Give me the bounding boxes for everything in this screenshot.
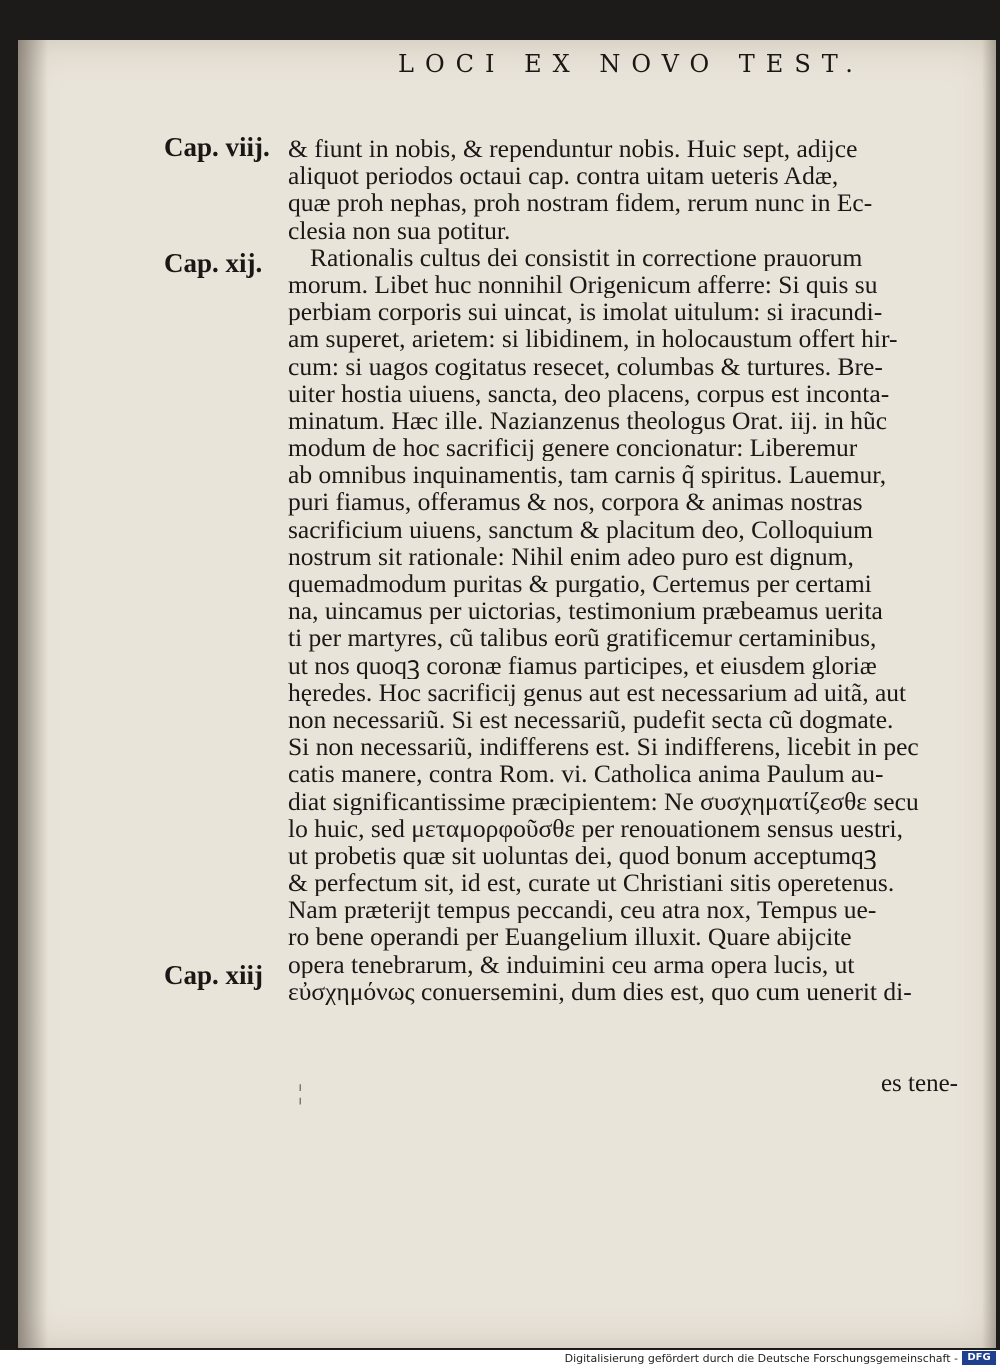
text-line: & perfectum sit, id est, curate ut Christiani sitis operetenus. (288, 869, 895, 897)
text-line: cum: si uagos cogitatus resecet, columbas & turtures. Bre- (288, 352, 883, 380)
margin-note-cap-12: Cap. xij. (164, 248, 263, 278)
text-line: & fiunt in nobis, & rependuntur nobis. Huic sept, adijce (288, 135, 858, 163)
text-line: ro bene operandi per Euangelium illuxit. Quare abijcite (288, 923, 852, 951)
text-line: quemadmodum puritas & purgatio, Certemus per certami (288, 570, 872, 598)
text-line: puri fiamus, offeramus & nos, corpora & animas nostras (288, 488, 863, 516)
text-line: catis manere, contra Rom. vi. Catholica anima Paulum au- (288, 760, 884, 788)
funding-credit: Digitalisierung gefördert durch die Deutsche Forschungsgemeinschaft - (564, 1352, 958, 1365)
body-text (288, 135, 960, 1005)
margin-note-cap-8: Cap. viij. (164, 132, 270, 162)
text-line: quæ proh nephas, proh nostram fidem, rerum nunc in Ec- (288, 189, 873, 217)
text-line: Nam præterijt tempus peccandi, ceu atra nox, Tempus ue- (288, 896, 877, 924)
text-line: aliquot periodos octaui cap. contra uitam ueteris Adæ, (288, 162, 839, 190)
text-line: ut nos quoqꝫ coronæ fiamus participes, et eiusdem gloriæ (288, 651, 877, 679)
text-line: ti per martyres, cũ talibus eorũ gratificemur certaminibus, (288, 624, 877, 652)
margin-tick-mark: ¦ (298, 1080, 303, 1105)
running-title: LOCI EX NOVO TEST. (398, 50, 864, 78)
text-line: non necessariũ. Si est necessariũ, pudefit secta cũ dogmate. (288, 705, 894, 734)
margin-note-cap-13: Cap. xiij (164, 960, 264, 990)
page-edge-shadow (982, 40, 996, 1348)
dfg-logo-icon: DFG (962, 1351, 996, 1365)
text-line: morum. Libet huc nonnihil Origenicum afferre: Si quis su (288, 270, 878, 299)
text-line: modum de hoc sacrificij genere concionatur: Liberemur (288, 434, 858, 462)
text-line: perbiam corporis sui uincat, is imolat uitulum: si iracundi- (288, 298, 883, 326)
text-line: clesia non sua potitur. (288, 216, 511, 244)
text-line: εὐσχημόνως conuersemini, dum dies est, quo cum uenerit di- (288, 977, 912, 1005)
text-line: diat significantissime præcipientem: Ne συσχηματίζεσθε secu (288, 787, 919, 815)
text-line: nostrum sit rationale: Nihil enim adeo puro est dignum, (288, 542, 854, 570)
gutter-shadow (18, 40, 48, 1348)
text-line: Si non necessariũ, indifferens est. Si indifferens, licebit in pec (288, 733, 919, 761)
text-line: am superet, arietem: si libidinem, in holocaustum offert hir- (288, 325, 898, 353)
text-line: ut probetis quæ sit uoluntas dei, quod bonum acceptumqꝫ (288, 841, 877, 870)
text-line: Rationalis cultus dei consistit in correctione prauorum (310, 243, 863, 271)
text-line: lo huic, sed μεταμορφοῦσθε per renouationem sensus uestri, (288, 814, 904, 842)
text-line: hęredes. Hoc sacrificij genus aut est necessarium ad uitã, aut (288, 678, 907, 706)
text-line: uiter hostia uiuens, sancta, deo placens, corpus est inconta- (288, 379, 890, 407)
text-line: sacrificium uiuens, sanctum & placitum deo, Colloquium (288, 515, 873, 543)
text-line: na, uincamus per uictorias, testimonium præbeamus uerita (288, 597, 883, 625)
text-line: opera tenebrarum, & induimini ceu arma opera lucis, ut (288, 950, 855, 978)
text-line: ab omnibus inquinamentis, tam carnis q̃ spiritus. Lauemur, (288, 461, 887, 489)
catchword: es tene- (880, 1070, 958, 1097)
text-line: minatum. Hæc ille. Nazianzenus theologus Orat. iij. in hũc (288, 406, 888, 435)
